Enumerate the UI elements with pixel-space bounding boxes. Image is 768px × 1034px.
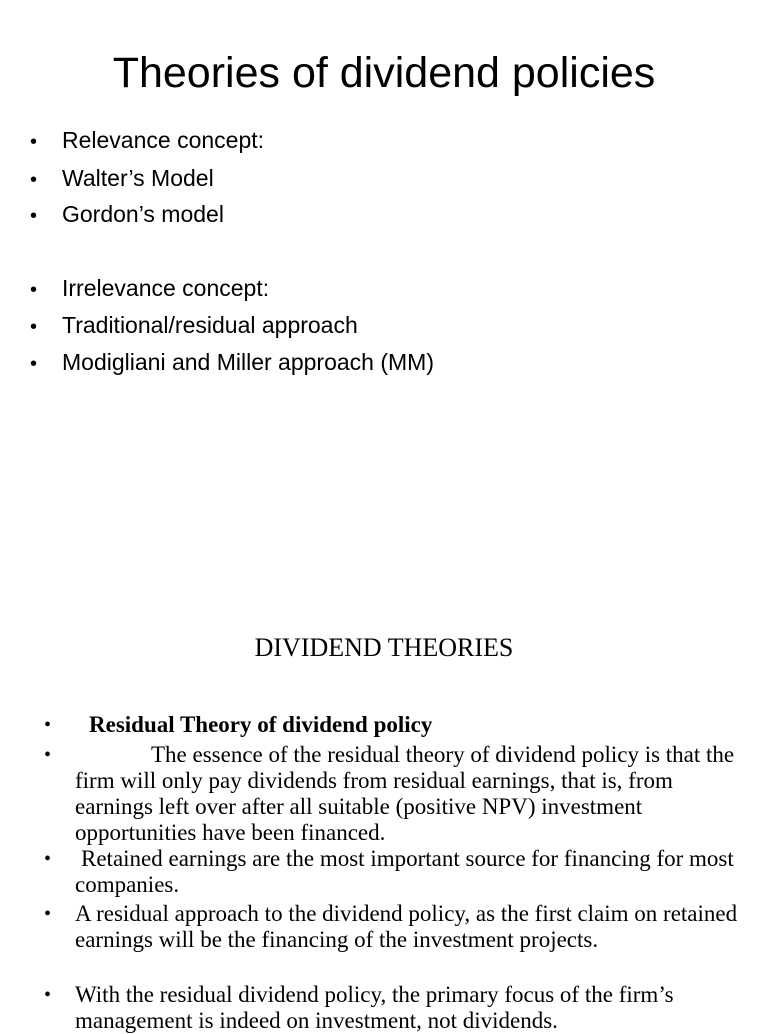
bullet-text: A residual approach to the dividend policy, as the first claim on retained earnings will be the financing of the investment projects. (75, 901, 738, 952)
slide-title: DIVIDEND THEORIES (254, 633, 514, 662)
bullet-icon: • (44, 903, 52, 925)
bullet-item (30, 164, 214, 194)
bullet-icon: • (30, 279, 38, 301)
bullet-icon: • (44, 744, 52, 766)
bullet-icon: • (44, 984, 52, 1006)
bullet-item (44, 742, 744, 846)
bullet-text: Modigliani and Miller approach (MM) (62, 349, 434, 375)
bullet-icon: • (44, 714, 52, 736)
bullet-item (30, 126, 264, 156)
bullet-icon: • (44, 848, 52, 870)
bullet-text: Traditional/residual approach (62, 312, 358, 338)
bullet-item (30, 311, 358, 341)
bullet-item (30, 348, 434, 378)
bullet-item (44, 712, 744, 738)
bullet-text: The essence of the residual theory of dividend policy is that the firm will only pay dividends from residual earnings, that is, from earnings left over after all suitable (positive NPV) investment opportunities have been financed. (75, 742, 735, 845)
bullet-icon: • (30, 169, 38, 191)
bullet-item (44, 982, 744, 1034)
bullet-icon: • (30, 353, 38, 375)
bullet-icon: • (30, 316, 38, 338)
bullet-text: Residual Theory of dividend policy (89, 712, 433, 737)
bullet-text: Irrelevance concept: (62, 275, 270, 301)
bullet-text: Relevance concept: (62, 127, 265, 153)
bullet-item (44, 901, 744, 953)
bullet-icon: • (30, 205, 38, 227)
slide-title: Theories of dividend policies (112, 49, 656, 97)
bullet-item (30, 274, 269, 304)
slide-dividend-theories (0, 590, 768, 1033)
bullet-text: Retained earnings are the most important source for financing for most companies. (75, 846, 734, 897)
bullet-text: Gordon’s model (62, 201, 224, 227)
bullet-item (44, 846, 744, 898)
bullet-icon: • (30, 131, 38, 153)
bullet-text: With the residual dividend policy, the primary focus of the firm’s management is indeed on investment, not dividends. (75, 982, 674, 1033)
bullet-item (30, 200, 224, 230)
bullet-text: Walter’s Model (62, 165, 214, 191)
